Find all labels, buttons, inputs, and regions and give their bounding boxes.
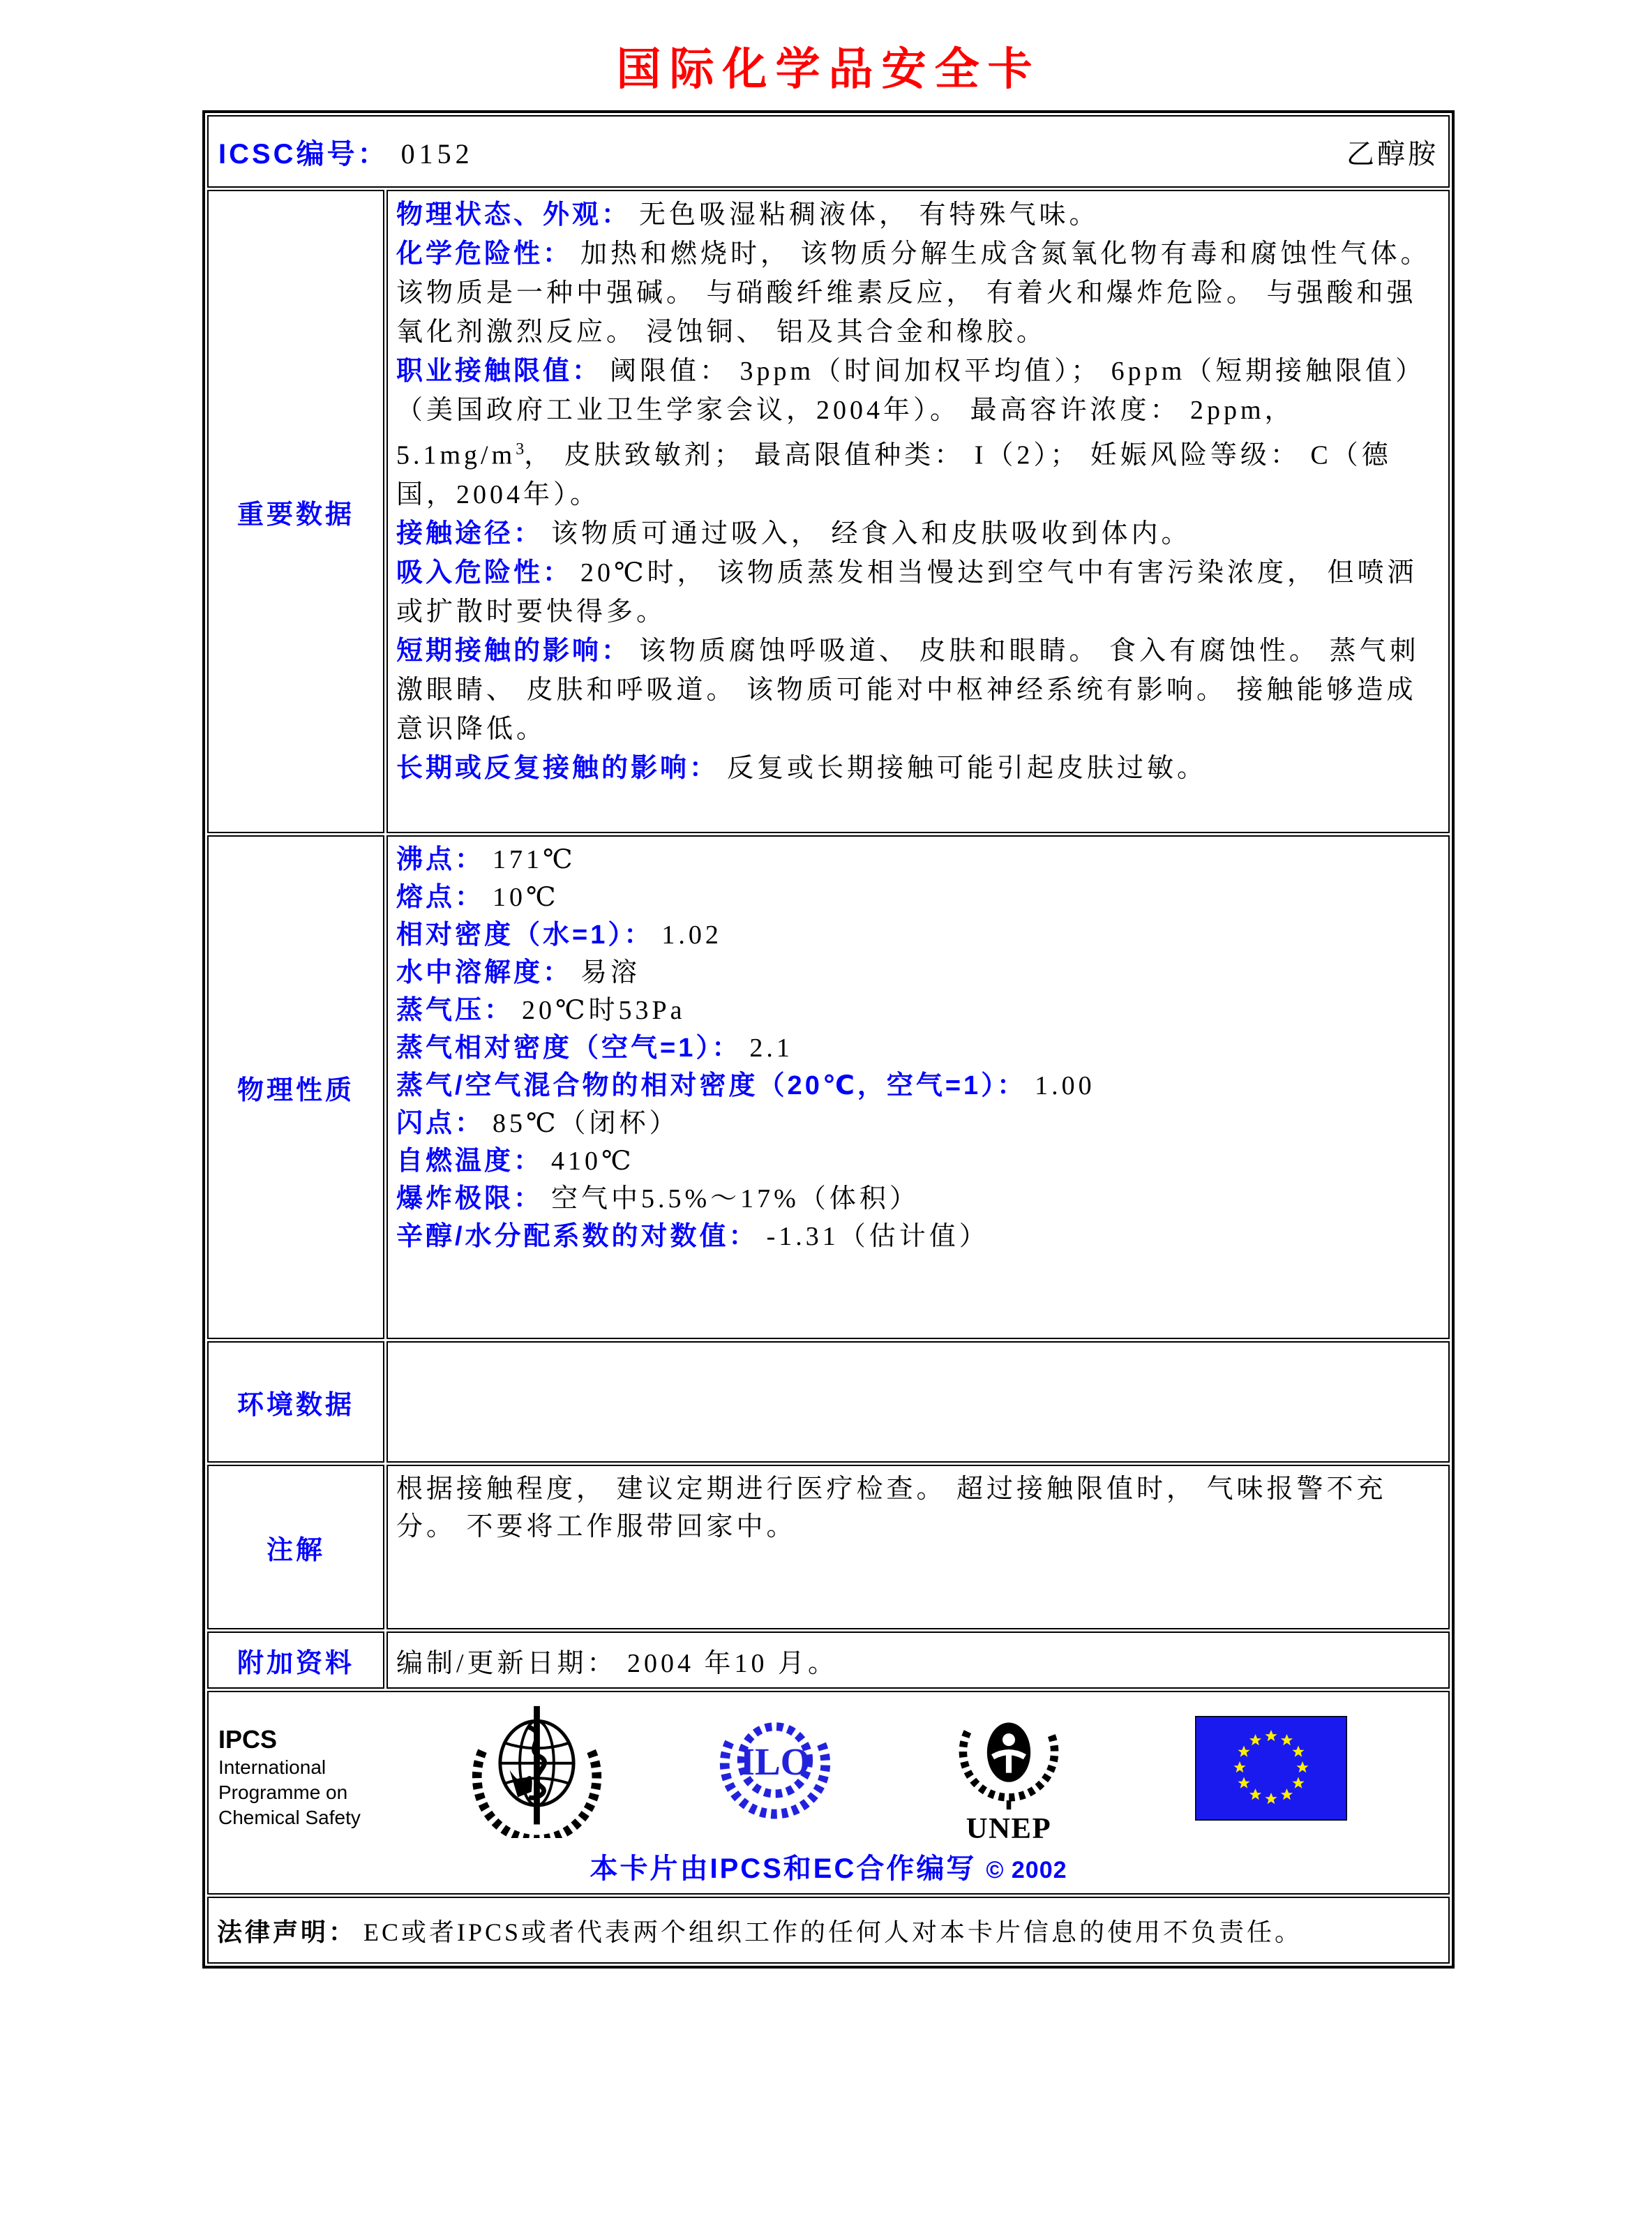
- copyright-text: © 2002: [986, 1857, 1067, 1883]
- physical-properties-content: [386, 835, 1450, 1339]
- item-label: 短期接触的影响：: [396, 636, 631, 666]
- item-label: 物理状态、外观：: [396, 200, 631, 230]
- physical-properties-row: [207, 835, 1450, 1339]
- property-line: [396, 1067, 1440, 1105]
- ilo-logo-icon: [712, 1706, 838, 1830]
- item-text: 反复或长期接触可能引起皮肤过敏。: [727, 753, 1208, 783]
- item-text: 该物质可通过吸入， 经食入和皮肤吸收到体内。: [551, 518, 1192, 548]
- important-item: [396, 195, 1440, 234]
- item-label: 吸入危险性：: [396, 558, 573, 588]
- unep-logo-text: UNEP: [966, 1812, 1052, 1845]
- item-text: 该物质腐蚀呼吸道、 皮肤和眼睛。 食入有腐蚀性。 蒸气刺激眼睛、 皮肤和呼吸道。 该物质可能对中枢神经系统有影响。 接触能够造成意识降低。: [396, 636, 1420, 744]
- property-line: [396, 841, 1440, 879]
- section-label-important: 重要数据: [207, 190, 384, 833]
- notes-text: 根据接触程度， 建议定期进行医疗检查。 超过接触限值时， 气味报警不充分。 不要将工作服带回家中。: [396, 1474, 1387, 1541]
- ipcs-line: Programme on: [218, 1782, 348, 1803]
- header-cell: [207, 115, 1450, 188]
- property-value: 10℃: [493, 883, 560, 912]
- environmental-data-content: [386, 1341, 1450, 1463]
- ipcs-acronym: IPCS: [218, 1725, 278, 1754]
- property-value: -1.31（估计值）: [766, 1222, 989, 1251]
- item-text: 20℃时， 该物质蒸发相当慢达到空气中有害污染浓度， 但喷洒或扩散时要快得多。: [396, 558, 1418, 627]
- property-value: 2.1: [749, 1033, 793, 1063]
- property-line: [396, 954, 1440, 992]
- property-line: [396, 916, 1440, 954]
- property-line: [396, 1218, 1440, 1255]
- section-label-environment: 环境数据: [207, 1341, 384, 1463]
- credit-line: [209, 1846, 1448, 1886]
- legal-cell: [207, 1897, 1450, 1964]
- property-line: [396, 1142, 1440, 1180]
- section-label-additional: 附加资料: [207, 1631, 384, 1689]
- property-value: 空气中5.5%～17%（体积）: [551, 1184, 919, 1213]
- important-item: [396, 553, 1440, 632]
- logos-cell: [207, 1691, 1450, 1895]
- item-label: 接触途径：: [396, 518, 543, 548]
- logos-row: [207, 1691, 1450, 1895]
- item-label: 长期或反复接触的影响：: [396, 753, 719, 783]
- property-line: [396, 992, 1440, 1029]
- credit-text: 本卡片由IPCS和EC合作编写: [590, 1853, 977, 1884]
- icsc-number-label: ICSC编号：: [218, 138, 389, 170]
- item-text: ， 皮肤致敏剂； 最高限值种类： I（2）； 妊娠风险等级： C（德国，2004年）。: [396, 440, 1392, 509]
- property-label: 蒸气/空气混合物的相对密度（20℃，空气=1）：: [396, 1071, 1027, 1100]
- item-label: 职业接触限值：: [396, 357, 602, 386]
- important-item: [396, 749, 1440, 788]
- important-item: [396, 234, 1440, 352]
- ipcs-text-block: [218, 1724, 361, 1830]
- legal-text: EC或者IPCS或者代表两个组织工作的任何人对本卡片信息的使用不负责任。: [363, 1918, 1303, 1946]
- property-label: 水中溶解度：: [396, 958, 573, 987]
- additional-info-row: [207, 1631, 1450, 1689]
- section-label-notes: 注解: [207, 1465, 384, 1629]
- item-text: 阈限值： 3ppm（时间加权平均值）； 6ppm（短期接触限值） （美国政府工业卫生学家会议，2004年）。 最高容许浓度： 2ppm，5.1mg/m: [396, 357, 1426, 470]
- additional-info-content: 编制/更新日期： 2004 年10 月。: [386, 1631, 1450, 1689]
- ipcs-line: Chemical Safety: [218, 1807, 361, 1828]
- property-label: 闪点：: [396, 1109, 485, 1138]
- icsc-number-value: 0152: [400, 137, 474, 170]
- legal-row: [207, 1897, 1450, 1964]
- property-label: 蒸气相对密度（空气=1）：: [396, 1033, 742, 1063]
- property-label: 辛醇/水分配系数的对数值：: [396, 1222, 758, 1251]
- property-label: 相对密度（水=1）：: [396, 920, 654, 950]
- chemical-name: 乙醇胺: [1346, 137, 1439, 170]
- eu-flag-icon: [1195, 1716, 1347, 1824]
- property-line: [396, 1029, 1440, 1067]
- property-value: 85℃（闭杯）: [493, 1109, 679, 1138]
- important-item: [396, 514, 1440, 553]
- property-label: 沸点：: [396, 845, 485, 874]
- icsc-number-group: [218, 132, 474, 172]
- property-label: 蒸气压：: [396, 996, 514, 1025]
- notes-content: [386, 1465, 1450, 1629]
- icsc-card: [202, 110, 1455, 1969]
- ilo-logo-text: ILO: [739, 1740, 811, 1784]
- item-text: 加热和燃烧时， 该物质分解生成含氮氧化物有毒和腐蚀性气体。 该物质是一种中强碱。 与硝酸纤维素反应， 有着火和爆炸危险。 与强酸和强氧化剂激烈反应。 浸蚀铜、 铝及其合金和橡胶。: [396, 239, 1431, 347]
- property-line: [396, 879, 1440, 916]
- property-label: 爆炸极限：: [396, 1184, 543, 1213]
- important-item: [396, 632, 1440, 749]
- property-label: 熔点：: [396, 883, 485, 912]
- property-label: 自燃温度：: [396, 1147, 543, 1176]
- property-value: 1.02: [661, 920, 722, 950]
- environmental-data-row: [207, 1341, 1450, 1463]
- property-value: 20℃时53Pa: [522, 996, 686, 1025]
- legal-label: 法律声明：: [217, 1917, 357, 1946]
- property-line: [396, 1105, 1440, 1142]
- page-title: 国际化学品安全卡: [616, 45, 1041, 94]
- section-label-physical: 物理性质: [207, 835, 384, 1339]
- property-value: 171℃: [493, 845, 576, 874]
- unep-logo-icon: [949, 1702, 1068, 1849]
- important-data-row: [207, 190, 1450, 833]
- item-label: 化学危险性：: [396, 239, 573, 269]
- header-row: [207, 115, 1450, 188]
- important-item: [396, 352, 1440, 514]
- property-value: 1.00: [1035, 1071, 1095, 1100]
- who-logo-icon: [465, 1702, 608, 1842]
- superscript: 3: [516, 440, 525, 458]
- property-line: [396, 1180, 1440, 1218]
- property-value: 410℃: [551, 1147, 635, 1176]
- property-value: 易溶: [580, 958, 641, 987]
- notes-row: [207, 1465, 1450, 1629]
- item-text: 无色吸湿粘稠液体， 有特殊气味。: [639, 200, 1099, 230]
- important-data-content: [386, 190, 1450, 833]
- ipcs-line: International: [218, 1756, 326, 1778]
